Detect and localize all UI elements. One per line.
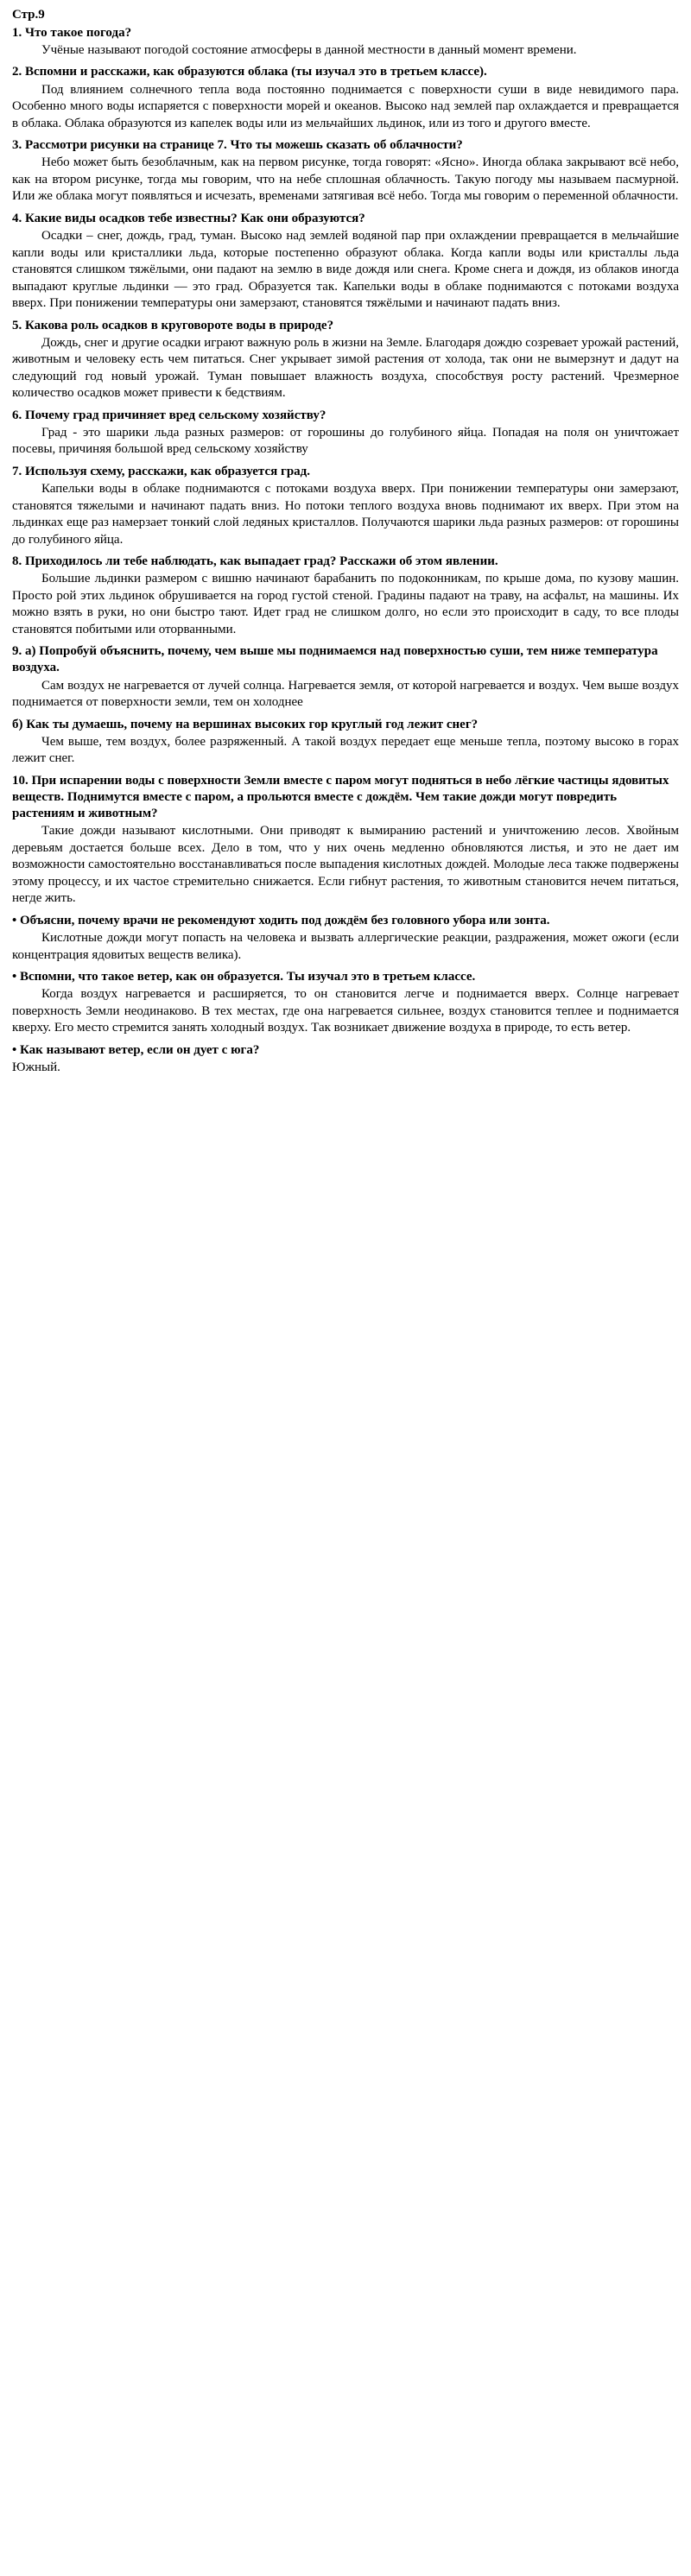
answer-text: Большие льдинки размером с вишню начинают барабанить по подоконникам, по крыше дома, по кузову машин. Просто рой этих льдинок обрушивается на город густой стеной. Градины падают на траву, на асфальт, на машины. Их можно взять в руки, но они быстро тают. Идет град не слишком долго, но если это происходит в саду, то все плоды становятся побитыми или оторванными. [12, 572, 679, 636]
answer-text: Сам воздух не нагревается от лучей солнца. Нагревается земля, от которой нагревается и воздух. Чем выше воздух поднимается от поверхности земли, тем он холоднее [12, 678, 679, 710]
answer-text: Осадки – снег, дождь, град, туман. Высоко над землей водяной пар при охлаждении превращается в мельчайшие капли воды или кристаллики льда, которые постепенно образуют облака. Когда капли воды или кристаллы льда становятся слишком тяжёлыми, они падают на землю в виде дождя или снега. Кроме снега и дождя, из облаков иногда выпадают круглые льдинки — это град. Образуется так. Капельки воды в облаке поднимаются с потоками воздуха вверх. При понижении температуры они замерзают, становятся тяжёлыми и начинают падать вниз. [12, 229, 679, 310]
question-text: • Вспомни, что такое ветер, как он образуется. Ты изучал это в третьем классе. [12, 970, 476, 984]
qa-block-q4 [12, 211, 679, 313]
answer-text: Небо может быть безоблачным, как на первом рисунке, тогда говорят: «Ясно». Иногда облака закрывают всё небо, как на втором рисунке, тогда мы говорим, что на небе сплошная облачность. Такую погоду мы называем пасмурной. Или же облака могут появляться и исчезать, временами затягивая всё небо. Тогда мы говорим о переменной облачности. [12, 155, 679, 204]
question-text: 1. Что такое погода? [12, 25, 132, 40]
page-number-label: Стр.9 [12, 8, 45, 22]
question-text: 7. Используя схему, расскажи, как образуется град. [12, 464, 310, 478]
qa-block-q7 [12, 464, 679, 548]
qa-block-q8 [12, 554, 679, 638]
qa-block-q9a [12, 643, 679, 711]
question-text: 9. а) Попробуй объяснить, почему, чем выше мы поднимаемся над поверхностью суши, тем ниже температура воздуха. [12, 644, 658, 675]
question-text: 5. Какова роль осадков в круговороте воды в природе? [12, 318, 334, 332]
answer-text: Чем выше, тем воздух, более разряженный. А такой воздух передает еще меньше тепла, поэтому высоко в горах лежит снег. [12, 734, 679, 766]
answer-text: Дождь, снег и другие осадки играют важную роль в жизни на Земле. Благодаря дождю созревает урожай растений, животным и человеку есть чем питаться. Снег укрывает зимой растения от холода, так они не вымерзнут и дадут на следующий год новый урожай. Туман повышает влажность воздуха, способствуя росту растений. Чрезмерное количество осадков может привести к бедствиям. [12, 335, 679, 401]
question-text: • Объясни, почему врачи не рекомендуют ходить под дождём без головного убора или зонта. [12, 913, 550, 927]
qa-block-bullet-1 [12, 913, 679, 964]
question-text: 8. Приходилось ли тебе наблюдать, как выпадает град? Расскажи об этом явлении. [12, 554, 498, 569]
qa-block-q1 [12, 25, 679, 60]
qa-block-bullet-2 [12, 969, 679, 1037]
document-page [0, 0, 691, 1098]
answer-text: Град - это шарики льда разных размеров: от горошины до голубиного яйца. Попадая на поля он уничтожает посевы, причиняя большой вред сельскому хозяйству [12, 425, 679, 457]
qa-block-q5 [12, 318, 679, 402]
qa-block-q10 [12, 773, 679, 908]
question-text: 10. При испарении воды с поверхности Земли вместе с паром могут подняться в небо лёгкие частицы ядовитых веществ. Поднимутся вместе с паром, а прольются вместе с дождём. Чем такие дожди могут повредить растениям и животным? [12, 773, 669, 821]
answer-text: Кислотные дожди могут попасть на человека и вызвать аллергические реакции, раздражения, может ожоги (если концентрация ядовитых веществ велика). [12, 931, 679, 962]
question-text: 3. Рассмотри рисунки на странице 7. Что ты можешь сказать об облачности? [12, 138, 463, 153]
qa-block-q6 [12, 408, 679, 459]
question-text: 4. Какие виды осадков тебе известны? Как они образуются? [12, 211, 365, 225]
answer-text: Южный. [12, 1060, 60, 1074]
answer-text: Капельки воды в облаке поднимаются с потоками воздуха вверх. При понижении температуры они замерзают, становятся тяжелыми и начинают падать вниз. Но потоки теплого воздуха вновь поднимают их вверх. При этом на льдинках еще раз намерзает тонкий слой ледяных кристаллов. Получаются шарики льда разных размеров: от горошины до голубиного яйца. [12, 482, 679, 547]
answer-text: Такие дожди называют кислотными. Они приводят к вымиранию растений и уничтожению лесов. Хвойным деревьям достается больше всех. Дело в том, что у них очень медленно обновляются листья, и это не дает им возможности самостоятельно восстанавливаться после выпадения кислотных дождей. Молодые леса также подвержены этому процессу, и их частое стремительно снижается. Если гибнут растения, то животным становится нечем питаться, негде жить. [12, 824, 679, 906]
qa-block-bullet-3 [12, 1042, 679, 1077]
answer-text: Учёные называют погодой состояние атмосферы в данной местности в данный момент времени. [41, 42, 577, 57]
qa-block-q3 [12, 137, 679, 206]
qa-block-q2 [12, 64, 679, 132]
question-text: 6. Почему град причиняет вред сельскому хозяйству? [12, 408, 326, 422]
answer-text: Когда воздух нагревается и расширяется, то он становится легче и поднимается вверх. Солнце нагревает поверхность Земли неодинаково. В тех местах, где она нагревается сильнее, воздух становится теплее и поднимается кверху. Его место стремится занять холодный воздух. Так возникает движение воздуха в природе, то есть ветер. [12, 987, 679, 1035]
question-text: б) Как ты думаешь, почему на вершинах высоких гор круглый год лежит снег? [12, 717, 479, 731]
question-text: • Как называют ветер, если он дует с юга? [12, 1042, 260, 1057]
answer-text: Под влиянием солнечного тепла вода постоянно поднимается с поверхности суши в виде невидимого пара. Особенно много воды испаряется с поверхности морей и океанов. Высоко над землей пар охлаждается и превращается в облака. Облака образуются из капелек воды или из мельчайших льдинок, или из того и другого вместе. [12, 82, 679, 130]
question-text: 2. Вспомни и расскажи, как образуются облака (ты изучал это в третьем классе). [12, 65, 487, 79]
qa-block-q9b [12, 717, 679, 768]
